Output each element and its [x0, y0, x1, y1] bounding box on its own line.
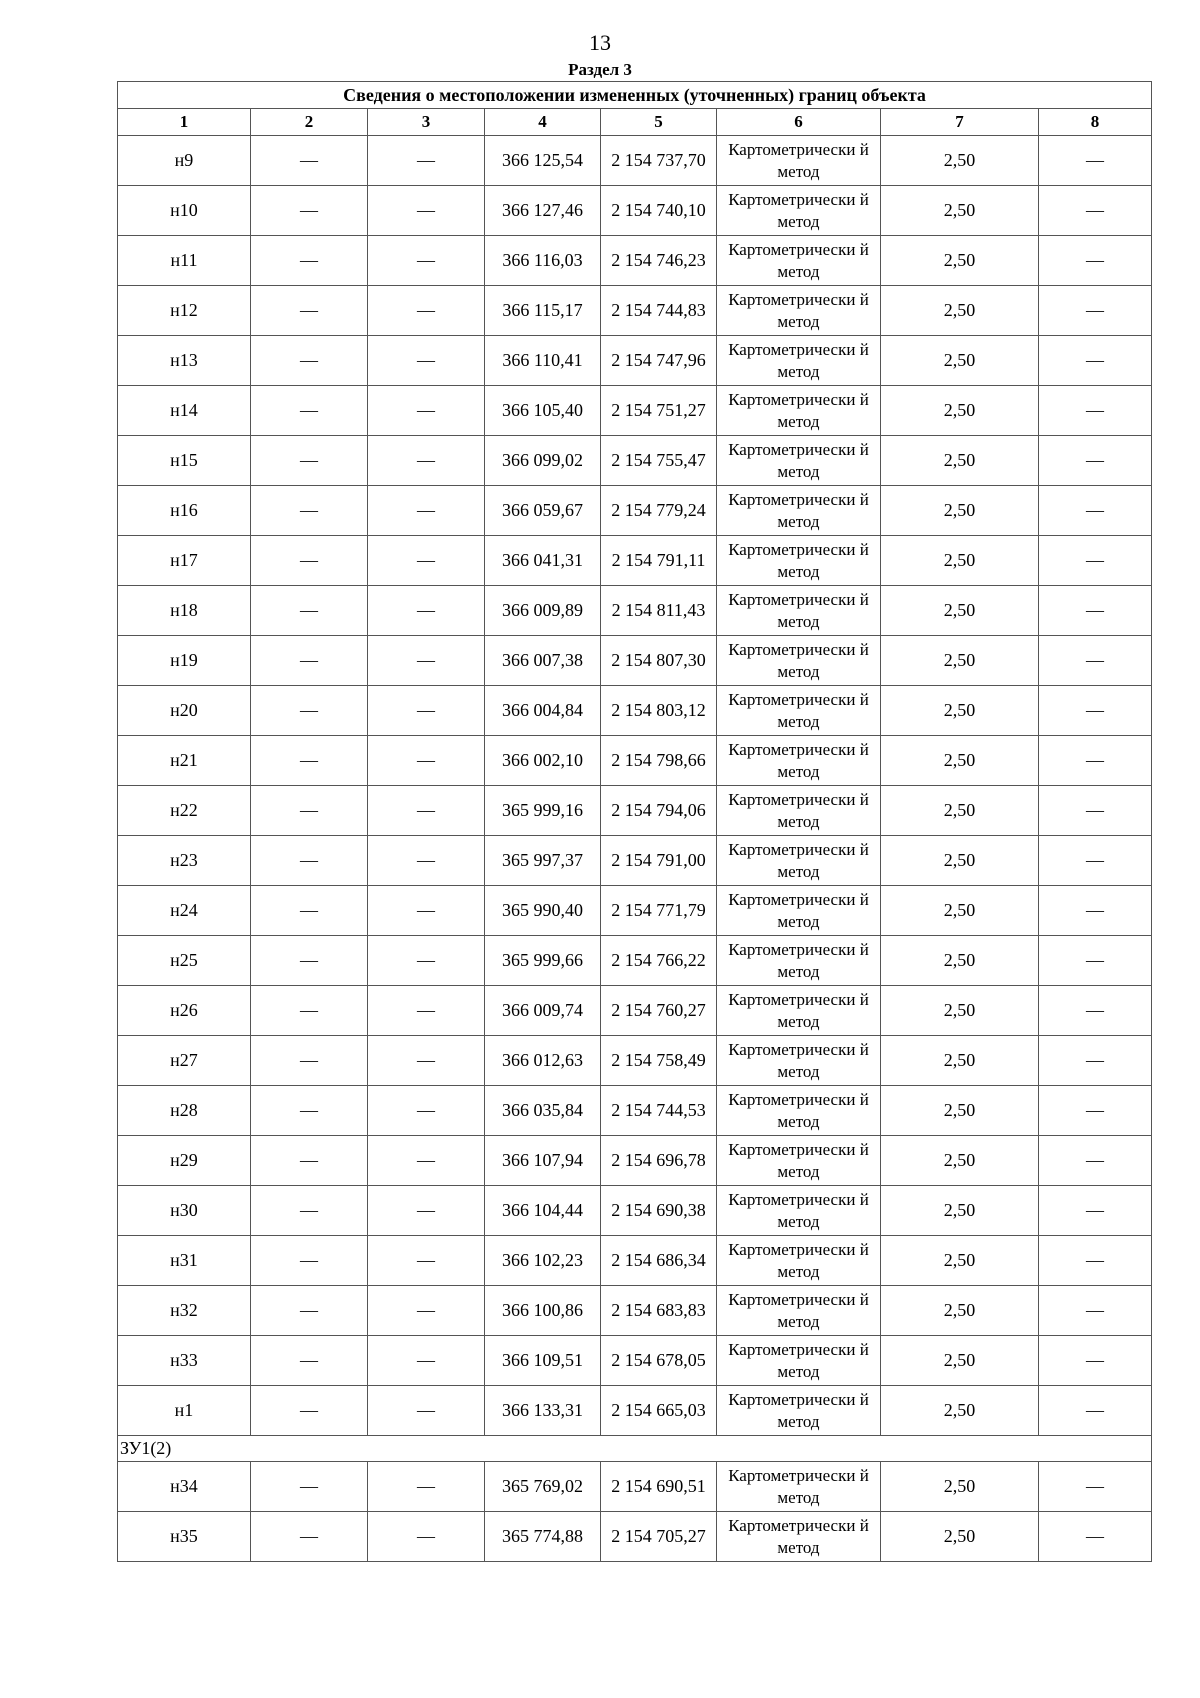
y-coordinate-cell: 2 154 758,49	[601, 1036, 717, 1086]
y-coordinate-cell: 2 154 779,24	[601, 486, 717, 536]
column-2-cell: —	[251, 1512, 368, 1562]
y-coordinate-cell: 2 154 798,66	[601, 736, 717, 786]
group-label-row	[118, 1436, 1152, 1462]
precision-cell: 2,50	[881, 1336, 1039, 1386]
column-3-cell: —	[368, 286, 485, 336]
precision-cell: 2,50	[881, 586, 1039, 636]
column-2-cell: —	[251, 886, 368, 936]
y-coordinate-cell: 2 154 686,34	[601, 1236, 717, 1286]
column-3-cell: —	[368, 436, 485, 486]
y-coordinate-cell: 2 154 807,30	[601, 636, 717, 686]
column-2-cell: —	[251, 1286, 368, 1336]
method-cell: Картометрически й метод	[717, 1086, 881, 1136]
point-number-cell: н24	[118, 886, 251, 936]
y-coordinate-cell: 2 154 696,78	[601, 1136, 717, 1186]
column-number: 4	[485, 109, 601, 136]
x-coordinate-cell: 365 997,37	[485, 836, 601, 886]
column-2-cell: —	[251, 1462, 368, 1512]
column-2-cell: —	[251, 1186, 368, 1236]
point-number-cell: н13	[118, 336, 251, 386]
table-row	[118, 1036, 1152, 1086]
column-8-cell: —	[1039, 1462, 1152, 1512]
y-coordinate-cell: 2 154 683,83	[601, 1286, 717, 1336]
method-cell: Картометрически й метод	[717, 736, 881, 786]
precision-cell: 2,50	[881, 486, 1039, 536]
x-coordinate-cell: 365 774,88	[485, 1512, 601, 1562]
column-3-cell: —	[368, 386, 485, 436]
precision-cell: 2,50	[881, 336, 1039, 386]
method-cell: Картометрически й метод	[717, 936, 881, 986]
table-row	[118, 1286, 1152, 1336]
method-cell: Картометрически й метод	[717, 1236, 881, 1286]
table-row	[118, 736, 1152, 786]
point-number-cell: н28	[118, 1086, 251, 1136]
table-row	[118, 1186, 1152, 1236]
column-3-cell: —	[368, 486, 485, 536]
point-number-cell: н31	[118, 1236, 251, 1286]
column-2-cell: —	[251, 686, 368, 736]
y-coordinate-cell: 2 154 705,27	[601, 1512, 717, 1562]
method-cell: Картометрически й метод	[717, 686, 881, 736]
method-cell: Картометрически й метод	[717, 1286, 881, 1336]
column-2-cell: —	[251, 736, 368, 786]
y-coordinate-cell: 2 154 665,03	[601, 1386, 717, 1436]
column-3-cell: —	[368, 336, 485, 386]
x-coordinate-cell: 365 999,16	[485, 786, 601, 836]
y-coordinate-cell: 2 154 760,27	[601, 986, 717, 1036]
point-number-cell: н30	[118, 1186, 251, 1236]
point-number-cell: н20	[118, 686, 251, 736]
column-2-cell: —	[251, 636, 368, 686]
group-label: ЗУ1(2)	[118, 1436, 1152, 1462]
table-row	[118, 986, 1152, 1036]
column-8-cell: —	[1039, 1286, 1152, 1336]
column-3-cell: —	[368, 1286, 485, 1336]
method-cell: Картометрически й метод	[717, 336, 881, 386]
point-number-cell: н9	[118, 136, 251, 186]
x-coordinate-cell: 366 004,84	[485, 686, 601, 736]
column-8-cell: —	[1039, 686, 1152, 736]
precision-cell: 2,50	[881, 1462, 1039, 1512]
x-coordinate-cell: 366 002,10	[485, 736, 601, 786]
column-8-cell: —	[1039, 1386, 1152, 1436]
point-number-cell: н10	[118, 186, 251, 236]
precision-cell: 2,50	[881, 1386, 1039, 1436]
y-coordinate-cell: 2 154 744,53	[601, 1086, 717, 1136]
column-8-cell: —	[1039, 1136, 1152, 1186]
precision-cell: 2,50	[881, 1036, 1039, 1086]
column-3-cell: —	[368, 1036, 485, 1086]
method-cell: Картометрически й метод	[717, 1336, 881, 1386]
point-number-cell: н14	[118, 386, 251, 436]
column-8-cell: —	[1039, 1512, 1152, 1562]
y-coordinate-cell: 2 154 766,22	[601, 936, 717, 986]
column-3-cell: —	[368, 936, 485, 986]
table-row	[118, 586, 1152, 636]
column-3-cell: —	[368, 886, 485, 936]
x-coordinate-cell: 366 109,51	[485, 1336, 601, 1386]
method-cell: Картометрически й метод	[717, 986, 881, 1036]
point-number-cell: н11	[118, 236, 251, 286]
column-3-cell: —	[368, 1186, 485, 1236]
table-row	[118, 1236, 1152, 1286]
column-3-cell: —	[368, 786, 485, 836]
column-2-cell: —	[251, 836, 368, 886]
y-coordinate-cell: 2 154 690,38	[601, 1186, 717, 1236]
column-2-cell: —	[251, 1036, 368, 1086]
column-8-cell: —	[1039, 136, 1152, 186]
table-row	[118, 936, 1152, 986]
point-number-cell: н1	[118, 1386, 251, 1436]
precision-cell: 2,50	[881, 386, 1039, 436]
table-row	[118, 1512, 1152, 1562]
column-8-cell: —	[1039, 536, 1152, 586]
column-8-cell: —	[1039, 736, 1152, 786]
x-coordinate-cell: 366 115,17	[485, 286, 601, 336]
y-coordinate-cell: 2 154 678,05	[601, 1336, 717, 1386]
y-coordinate-cell: 2 154 744,83	[601, 286, 717, 336]
method-cell: Картометрически й метод	[717, 1462, 881, 1512]
column-3-cell: —	[368, 736, 485, 786]
point-number-cell: н33	[118, 1336, 251, 1386]
column-number: 8	[1039, 109, 1152, 136]
method-cell: Картометрически й метод	[717, 486, 881, 536]
precision-cell: 2,50	[881, 1236, 1039, 1286]
precision-cell: 2,50	[881, 686, 1039, 736]
column-2-cell: —	[251, 186, 368, 236]
column-2-cell: —	[251, 936, 368, 986]
x-coordinate-cell: 366 127,46	[485, 186, 601, 236]
table-row	[118, 836, 1152, 886]
table-row	[118, 1386, 1152, 1436]
column-8-cell: —	[1039, 1186, 1152, 1236]
method-cell: Картометрически й метод	[717, 186, 881, 236]
column-8-cell: —	[1039, 586, 1152, 636]
column-2-cell: —	[251, 286, 368, 336]
precision-cell: 2,50	[881, 986, 1039, 1036]
precision-cell: 2,50	[881, 436, 1039, 486]
method-cell: Картометрически й метод	[717, 1036, 881, 1086]
column-8-cell: —	[1039, 236, 1152, 286]
x-coordinate-cell: 366 009,89	[485, 586, 601, 636]
x-coordinate-cell: 366 116,03	[485, 236, 601, 286]
table-row	[118, 1086, 1152, 1136]
column-3-cell: —	[368, 986, 485, 1036]
y-coordinate-cell: 2 154 791,00	[601, 836, 717, 886]
method-cell: Картометрически й метод	[717, 636, 881, 686]
y-coordinate-cell: 2 154 803,12	[601, 686, 717, 736]
precision-cell: 2,50	[881, 186, 1039, 236]
column-2-cell: —	[251, 386, 368, 436]
precision-cell: 2,50	[881, 886, 1039, 936]
x-coordinate-cell: 366 035,84	[485, 1086, 601, 1136]
x-coordinate-cell: 365 999,66	[485, 936, 601, 986]
method-cell: Картометрически й метод	[717, 536, 881, 586]
x-coordinate-cell: 366 059,67	[485, 486, 601, 536]
x-coordinate-cell: 366 102,23	[485, 1236, 601, 1286]
method-cell: Картометрически й метод	[717, 586, 881, 636]
point-number-cell: н27	[118, 1036, 251, 1086]
column-number: 3	[368, 109, 485, 136]
column-8-cell: —	[1039, 336, 1152, 386]
y-coordinate-cell: 2 154 690,51	[601, 1462, 717, 1512]
column-3-cell: —	[368, 536, 485, 586]
y-coordinate-cell: 2 154 737,70	[601, 136, 717, 186]
y-coordinate-cell: 2 154 755,47	[601, 436, 717, 486]
point-number-cell: н18	[118, 586, 251, 636]
table-row	[118, 186, 1152, 236]
method-cell: Картометрически й метод	[717, 1386, 881, 1436]
precision-cell: 2,50	[881, 286, 1039, 336]
x-coordinate-cell: 366 105,40	[485, 386, 601, 436]
table-row	[118, 486, 1152, 536]
precision-cell: 2,50	[881, 1086, 1039, 1136]
table-row	[118, 686, 1152, 736]
precision-cell: 2,50	[881, 736, 1039, 786]
column-3-cell: —	[368, 586, 485, 636]
y-coordinate-cell: 2 154 791,11	[601, 536, 717, 586]
precision-cell: 2,50	[881, 536, 1039, 586]
method-cell: Картометрически й метод	[717, 886, 881, 936]
table-row	[118, 1136, 1152, 1186]
column-2-cell: —	[251, 1386, 368, 1436]
column-number: 2	[251, 109, 368, 136]
table-row	[118, 436, 1152, 486]
column-2-cell: —	[251, 1236, 368, 1286]
point-number-cell: н19	[118, 636, 251, 686]
point-number-cell: н22	[118, 786, 251, 836]
x-coordinate-cell: 366 041,31	[485, 536, 601, 586]
column-8-cell: —	[1039, 986, 1152, 1036]
table-row	[118, 1462, 1152, 1512]
y-coordinate-cell: 2 154 740,10	[601, 186, 717, 236]
method-cell: Картометрически й метод	[717, 786, 881, 836]
column-3-cell: —	[368, 136, 485, 186]
method-cell: Картометрически й метод	[717, 436, 881, 486]
column-2-cell: —	[251, 786, 368, 836]
point-number-cell: н16	[118, 486, 251, 536]
column-number: 7	[881, 109, 1039, 136]
y-coordinate-cell: 2 154 794,06	[601, 786, 717, 836]
precision-cell: 2,50	[881, 236, 1039, 286]
x-coordinate-cell: 366 107,94	[485, 1136, 601, 1186]
x-coordinate-cell: 366 009,74	[485, 986, 601, 1036]
point-number-cell: н15	[118, 436, 251, 486]
method-cell: Картометрически й метод	[717, 286, 881, 336]
x-coordinate-cell: 366 110,41	[485, 336, 601, 386]
point-number-cell: н29	[118, 1136, 251, 1186]
column-2-cell: —	[251, 1136, 368, 1186]
method-cell: Картометрически й метод	[717, 1136, 881, 1186]
x-coordinate-cell: 365 990,40	[485, 886, 601, 936]
column-2-cell: —	[251, 436, 368, 486]
column-8-cell: —	[1039, 286, 1152, 336]
y-coordinate-cell: 2 154 811,43	[601, 586, 717, 636]
column-8-cell: —	[1039, 1336, 1152, 1386]
table-row	[118, 786, 1152, 836]
table-row	[118, 1336, 1152, 1386]
table-row	[118, 236, 1152, 286]
table-row	[118, 386, 1152, 436]
boundary-coordinates-table	[117, 81, 1152, 1562]
table-row	[118, 536, 1152, 586]
column-2-cell: —	[251, 1086, 368, 1136]
column-2-cell: —	[251, 986, 368, 1036]
method-cell: Картометрически й метод	[717, 1512, 881, 1562]
point-number-cell: н32	[118, 1286, 251, 1336]
y-coordinate-cell: 2 154 771,79	[601, 886, 717, 936]
column-3-cell: —	[368, 1512, 485, 1562]
x-coordinate-cell: 366 104,44	[485, 1186, 601, 1236]
column-3-cell: —	[368, 1236, 485, 1286]
x-coordinate-cell: 366 133,31	[485, 1386, 601, 1436]
column-8-cell: —	[1039, 1086, 1152, 1136]
column-3-cell: —	[368, 686, 485, 736]
table-row	[118, 336, 1152, 386]
method-cell: Картометрически й метод	[717, 236, 881, 286]
x-coordinate-cell: 366 012,63	[485, 1036, 601, 1086]
x-coordinate-cell: 366 125,54	[485, 136, 601, 186]
precision-cell: 2,50	[881, 836, 1039, 886]
column-number: 5	[601, 109, 717, 136]
column-8-cell: —	[1039, 486, 1152, 536]
method-cell: Картометрически й метод	[717, 136, 881, 186]
column-2-cell: —	[251, 586, 368, 636]
column-3-cell: —	[368, 1086, 485, 1136]
column-3-cell: —	[368, 186, 485, 236]
x-coordinate-cell: 366 100,86	[485, 1286, 601, 1336]
column-number: 6	[717, 109, 881, 136]
y-coordinate-cell: 2 154 746,23	[601, 236, 717, 286]
section-title: Раздел 3	[568, 60, 632, 79]
column-3-cell: —	[368, 836, 485, 886]
column-8-cell: —	[1039, 836, 1152, 886]
precision-cell: 2,50	[881, 786, 1039, 836]
y-coordinate-cell: 2 154 747,96	[601, 336, 717, 386]
column-8-cell: —	[1039, 886, 1152, 936]
column-3-cell: —	[368, 636, 485, 686]
column-2-cell: —	[251, 1336, 368, 1386]
precision-cell: 2,50	[881, 1512, 1039, 1562]
column-2-cell: —	[251, 536, 368, 586]
column-number: 1	[118, 109, 251, 136]
point-number-cell: н23	[118, 836, 251, 886]
point-number-cell: н12	[118, 286, 251, 336]
precision-cell: 2,50	[881, 136, 1039, 186]
column-8-cell: —	[1039, 386, 1152, 436]
column-8-cell: —	[1039, 936, 1152, 986]
column-3-cell: —	[368, 1136, 485, 1186]
y-coordinate-cell: 2 154 751,27	[601, 386, 717, 436]
table-caption: Сведения о местоположении измененных (уточненных) границ объекта	[118, 82, 1152, 109]
point-number-cell: н17	[118, 536, 251, 586]
point-number-cell: н34	[118, 1462, 251, 1512]
column-3-cell: —	[368, 1336, 485, 1386]
table-row	[118, 286, 1152, 336]
column-2-cell: —	[251, 486, 368, 536]
precision-cell: 2,50	[881, 1286, 1039, 1336]
x-coordinate-cell: 366 007,38	[485, 636, 601, 686]
column-3-cell: —	[368, 236, 485, 286]
column-8-cell: —	[1039, 636, 1152, 686]
column-2-cell: —	[251, 236, 368, 286]
point-number-cell: н35	[118, 1512, 251, 1562]
column-3-cell: —	[368, 1462, 485, 1512]
page-number: 13	[589, 30, 611, 55]
column-2-cell: —	[251, 136, 368, 186]
column-8-cell: —	[1039, 786, 1152, 836]
column-8-cell: —	[1039, 1036, 1152, 1086]
x-coordinate-cell: 366 099,02	[485, 436, 601, 486]
column-8-cell: —	[1039, 436, 1152, 486]
column-number-row	[118, 109, 1152, 136]
precision-cell: 2,50	[881, 1186, 1039, 1236]
precision-cell: 2,50	[881, 636, 1039, 686]
x-coordinate-cell: 365 769,02	[485, 1462, 601, 1512]
table-body	[118, 136, 1152, 1562]
column-8-cell: —	[1039, 1236, 1152, 1286]
point-number-cell: н21	[118, 736, 251, 786]
method-cell: Картометрически й метод	[717, 1186, 881, 1236]
precision-cell: 2,50	[881, 936, 1039, 986]
method-cell: Картометрически й метод	[717, 836, 881, 886]
precision-cell: 2,50	[881, 1136, 1039, 1186]
column-8-cell: —	[1039, 186, 1152, 236]
table-row	[118, 636, 1152, 686]
table-row	[118, 886, 1152, 936]
method-cell: Картометрически й метод	[717, 386, 881, 436]
point-number-cell: н25	[118, 936, 251, 986]
column-3-cell: —	[368, 1386, 485, 1436]
point-number-cell: н26	[118, 986, 251, 1036]
table-row	[118, 136, 1152, 186]
column-2-cell: —	[251, 336, 368, 386]
